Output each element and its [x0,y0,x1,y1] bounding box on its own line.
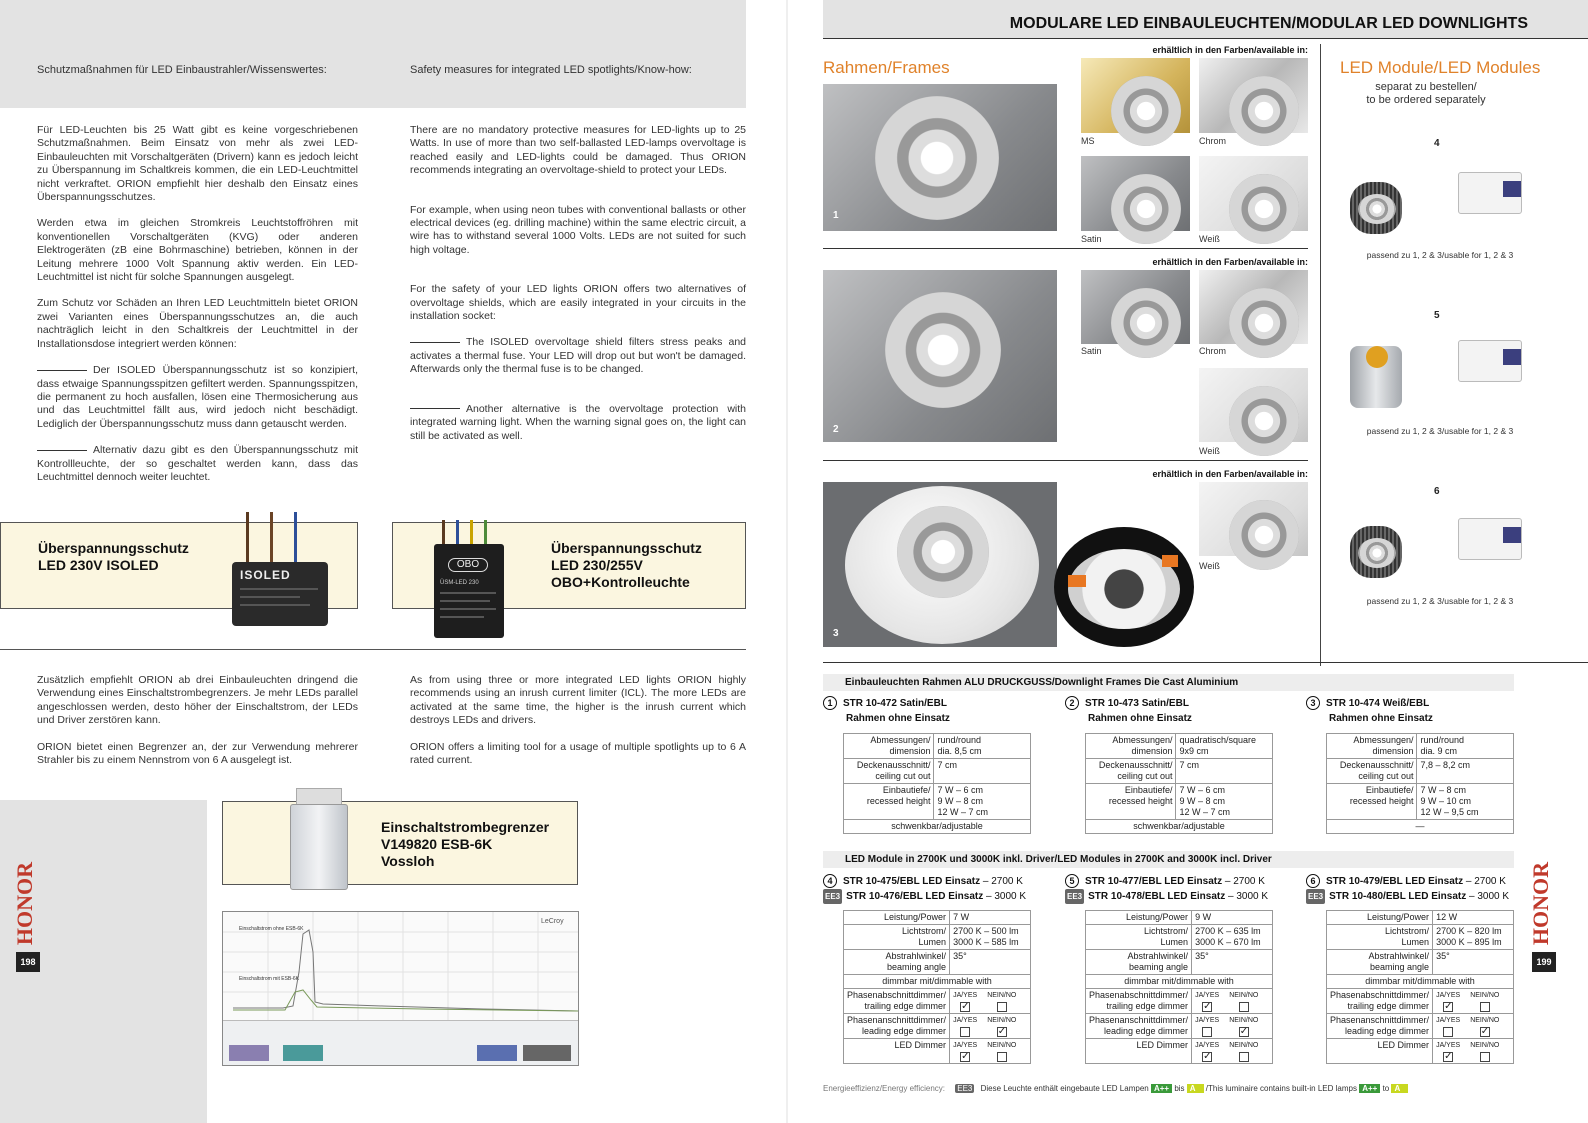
en-column [410,124,746,456]
module-title: 5 STR 10-477/EBL LED Einsatz – 2700 K EE3 STR 10-478/EBL LED Einsatz – 3000 K [1067,876,1269,902]
en-paragraph: For example, when using neon tubes with conventional ballasts or other electrical devices (eg. drilling machine) within the same electric circuit, a wire has to withstand several 1000 Volts. LEDs are not suited for such high voltage. [410,203,746,256]
color-label: Weiß [1199,446,1220,456]
scope-label-top: Einschaltstrom ohne ESB-6K [239,926,304,932]
available-label: erhältlich in den Farben/available in: [1152,469,1308,479]
module-title: 4 STR 10-475/EBL LED Einsatz – 2700 K EE3 STR 10-476/EBL LED Einsatz – 3000 K [825,876,1027,902]
modules-subtitle: separat zu bestellen/ to be ordered separately [1366,81,1486,106]
frame-3-photo: 3 [823,482,1057,647]
frame-3-detail-photo [1054,527,1194,647]
color-swatch-ms [1081,58,1190,133]
de-paragraph: Der ISOLED Überspannungsschutz ist so konzipiert, dass etwaige Spannungsspitzen gefiltert werden. Spannungsspitzen, die permanent zu hoch ausfallen, lösen eine Thermosicherung aus und das Leuchtmittel fällt aus, wird jedoch nicht beschädigt. Lediglich der Überspannungsschutz muss dann getauscht werden. [37,364,358,430]
checkbox-no: ✓ [1239,1025,1249,1037]
color-swatch-weiss [1199,156,1308,231]
checkbox-yes: ✓ [961,1000,970,1012]
gutter [786,0,788,1123]
checkbox-yes [1202,1027,1212,1037]
color-label: MS [1081,136,1095,146]
color-label: Weiß [1199,561,1220,571]
module-caption: passend zu 1, 2 & 3/usable for 1, 2 & 3 [1366,426,1514,436]
module-6-photo: 6 passend zu 1, 2 & 3/usable for 1, 2 & 3 [1340,486,1532,616]
frame-spec-table: Abmessungen/ dimension rund/round dia. 9 cm Deckenausschnitt/ ceiling cut out 7,8 – 8,2 cm Einbautiefe/ recessed height 7 W – 8 cm 9 W – 10 cm 12 W – 9,5 cm — [1326,733,1514,834]
left-header-band [0,0,746,108]
frame-spec-table: Abmessungen/ dimension rund/round dia. 8,5 cm Deckenausschnitt/ ceiling cut out 7 cm Einbautiefe/ recessed height 7 W – 6 cm 9 W – 8 cm 12 W – 7 cm schwenkbar/adjustable [843,733,1031,834]
energy-footer: Energieeffizienz/Energy efficiency: EE3 Diese Leuchte enthält eingebaute LED Lampen A++ bis A /This luminaire contains built-in LED lamps A++ to A [823,1084,1408,1093]
color-swatch-satin [1081,156,1190,231]
en-paragraph: The ISOLED overvoltage shield filters stress peaks and activates a thermal fuse. Your LED will drop out but won't be damaged. Afterwards only the thermal fuse is to be changed. [410,336,746,376]
page-number-right: 199 [1532,952,1556,972]
honor-logo: HONOR [1528,862,1553,946]
color-label: Satin [1081,234,1102,244]
scope-label-mid: Einschaltstrom mit ESB-6K [239,976,300,982]
obo-logo: OBO [448,558,488,572]
checkbox-no [1239,1052,1249,1062]
frame-title: 2 STR 10-473 Satin/EBL Rahmen ohne Einsatz [1065,696,1192,726]
checkbox-no [997,1052,1007,1062]
de-paragraph: Zum Schutz vor Schäden an Ihren LED Leuchtmitteln bietet ORION zwei Varianten eines Überspannungsschutzes an, die auch nachträglich leicht in den Schaltkreis der Leuchtmittel in der Installationsdose integriert werden können: [37,297,358,350]
page-title: MODULARE LED EINBAULEUCHTEN/MODULAR LED DOWNLIGHTS [1009,15,1528,32]
de-paragraph: Zusätzlich empfiehlt ORION ab drei Einbauleuchten dringend die Verwendung eines Einschaltstrombegrenzers. Je mehr LEDs parallel angeschlossen werden, desto höher der Einschaltstrom, der LEDs und Driver zerstören kann. [37,674,358,727]
right-header-band [823,0,1588,38]
checkbox-yes: ✓ [1203,1050,1212,1062]
section-header-modules: LED Module in 2700K und 3000K inkl. Driver/LED Modules in 2700K and 3000K incl. Driver [823,851,1514,868]
section-header-frames: Einbauleuchten Rahmen ALU DRUCKGUSS/Downlight Frames Die Cast Aluminium [823,674,1514,691]
frame-title: 1 STR 10-472 Satin/EBL Rahmen ohne Einsatz [823,696,950,726]
en-paragraph: For the safety of your LED lights ORION offers two alternatives of overvoltage shields, which are easily integrated in your circuits in the installation socket: [410,283,746,323]
isoled-box-title: Überspannungsschutz LED 230V ISOLED [38,540,189,573]
color-label: Satin [1081,346,1102,356]
available-label: erhältlich in den Farben/available in: [1152,257,1308,267]
obo-model-label: ÜSM-LED 230 [440,580,479,586]
page-number-left: 198 [16,952,40,972]
header-en: Safety measures for integrated LED spotlights/Know-how: [410,64,692,76]
frame-spec-table: Abmessungen/ dimension quadratisch/square 9x9 cm Deckenausschnitt/ ceiling cut out 7 cm Einbautiefe/ recessed height 7 W – 6 cm 9 W – 8 cm 12 W – 7 cm schwenkbar/adjustable [1085,733,1273,834]
de-paragraph: Werden etwa im gleichen Stromkreis Leuchtstoffröhren mit konventionellen Vorschaltgeräten (KVG) oder anderen Elektrogeräten (zB eine Bohrmaschine) betrieben, können in der Leitung mehrere 1000 Volt Spannung aktiv werden. Ein LED-Leuchtmittel ist nicht für solche Spannungen ausgelegt. [37,217,358,284]
checkbox-no [1239,1002,1249,1012]
color-swatch-chrom [1199,58,1308,133]
scope-brand: LeCroy [541,918,564,925]
checkbox-yes [1443,1027,1453,1037]
obo-device-image [434,520,504,638]
column-divider [1320,44,1321,666]
module-spec-table: Leistung/Power 12 W Lichtstrom/ Lumen 2700 K – 820 lm 3000 K – 895 lm Abstrahlwinkel/ beaming angle 35° dimmbar mit/dimmable with Phasenabschnittdimmer/ trailing edge dimmer JA/YES ✓ NEIN/NO Phasenanschnittdimmer/ leading edge dimmer JA/YES NEIN/NO ✓ LED Dimmer JA/YES ✓ NEIN/NO [1326,910,1514,1064]
en-paragraph: There are no mandatory protective measures for LED-lights up to 25 Watts. In use of more than two self-ballasted LED-lamps overvoltage is reached easily and LED-lights could be damaged. Thus ORION recommends integrating an overvoltage-shield to protect your LEDs. [410,124,746,177]
color-label: Chrom [1199,136,1227,146]
checkbox-yes: ✓ [961,1050,970,1062]
checkbox-no: ✓ [997,1025,1007,1037]
module-4-photo: 4 passend zu 1, 2 & 3/usable for 1, 2 & 3 [1340,138,1532,268]
isoled-logo: ISOLED [240,568,291,582]
color-swatch-weiss [1199,368,1308,442]
color-swatch-weiss [1199,482,1308,556]
checkbox-yes [960,1027,970,1037]
obo-box-title: Überspannungsschutz LED 230/255V OBO+Kontrolleuchte [551,540,702,590]
en-paragraph: Another alternative is the overvoltage protection with integrated warning light. When the warning signal goes on, the light can still be activated as well. [410,402,746,442]
checkbox-no [1480,1052,1490,1062]
module-caption: passend zu 1, 2 & 3/usable for 1, 2 & 3 [1366,250,1514,260]
de-paragraph: Alternativ dazu gibt es den Überspannungsschutz mit Kontrollleuchte, der so geschaltet werden kann, dass das Leuchtmittel dennoch weiter leuchtet. [37,444,358,483]
module-spec-table: Leistung/Power 9 W Lichtstrom/ Lumen 2700 K – 635 lm 3000 K – 670 lm Abstrahlwinkel/ beaming angle 35° dimmbar mit/dimmable with Phasenabschnittdimmer/ trailing edge dimmer JA/YES ✓ NEIN/NO Phasenanschnittdimmer/ leading edge dimmer JA/YES NEIN/NO ✓ LED Dimmer JA/YES ✓ NEIN/NO [1085,910,1273,1064]
module-spec-table: Leistung/Power 7 W Lichtstrom/ Lumen 2700 K – 500 lm 3000 K – 585 lm Abstrahlwinkel/ beaming angle 35° dimmbar mit/dimmable with Phasenabschnittdimmer/ trailing edge dimmer JA/YES ✓ NEIN/NO Phasenanschnittdimmer/ leading edge dimmer JA/YES NEIN/NO ✓ LED Dimmer JA/YES ✓ NEIN/NO [843,910,1031,1064]
divider [0,649,746,650]
en-column-2 [410,674,746,780]
checkbox-no [997,1002,1007,1012]
icl-box-title: Einschaltstrombegrenzer V149820 ESB-6K Vossloh [381,819,550,869]
oscilloscope-screenshot [222,911,579,1066]
available-label: erhältlich in den Farben/available in: [1152,45,1308,55]
color-label: Chrom [1199,346,1227,356]
frame-1-photo: 1 [823,84,1057,231]
module-title: 6 STR 10-479/EBL LED Einsatz – 2700 K EE3 STR 10-480/EBL LED Einsatz – 3000 K [1308,876,1510,902]
module-caption: passend zu 1, 2 & 3/usable for 1, 2 & 3 [1366,596,1514,606]
isoled-device-image [232,512,328,628]
checkbox-yes: ✓ [1203,1000,1212,1012]
header-de: Schutzmaßnahmen für LED Einbaustrahler/Wissenswertes: [37,64,327,76]
color-swatch-satin [1081,270,1190,344]
checkbox-yes: ✓ [1444,1050,1453,1062]
frame-title: 3 STR 10-474 Weiß/EBL Rahmen ohne Einsatz [1306,696,1433,726]
de-column-2 [37,674,358,780]
icl-device-image [290,788,348,890]
checkbox-no: ✓ [1480,1025,1490,1037]
checkbox-yes: ✓ [1444,1000,1453,1012]
color-swatch-chrom [1199,270,1308,344]
module-5-photo: 5 passend zu 1, 2 & 3/usable for 1, 2 & 3 [1340,310,1532,440]
de-paragraph: ORION bietet einen Begrenzer an, der zur Verwendung mehrerer Strahler bis zu einem Nennstrom von 6 A ausgelegt ist. [37,740,358,767]
icl-product-box [222,801,578,885]
checkbox-no [1480,1002,1490,1012]
frame-2-photo: 2 [823,270,1057,442]
color-label: Weiß [1199,234,1220,244]
de-column [37,124,358,497]
frames-heading: Rahmen/Frames [823,58,950,77]
de-paragraph: Für LED-Leuchten bis 25 Watt gibt es keine vorgeschriebenen Schutzmaßnahmen. Beim Einsatz von mehr als zwei LED-Einbauleuchten mit Vorschaltgeräten (Drivern) kann es jedoch leicht zu Überspannung im Schaltkreis kommen, die ein LED-Leuchtmittel nicht verkraftet. ORION empfiehlt hier deshalb den Einsatz eines Überspannungsschutzes. [37,124,358,204]
en-paragraph: As from using three or more integrated LED lights ORION highly recommends using an inrush current limiter (ICL). The more LEDs are activated at the same time, the higher is the inrush current which destroys LEDs and drivers. [410,674,746,727]
honor-logo: HONOR [12,862,37,946]
modules-heading: LED Module/LED Modules [1340,58,1541,77]
en-paragraph: ORION offers a limiting tool for a usage of multiple spotlights up to 6 A rated current. [410,740,746,767]
